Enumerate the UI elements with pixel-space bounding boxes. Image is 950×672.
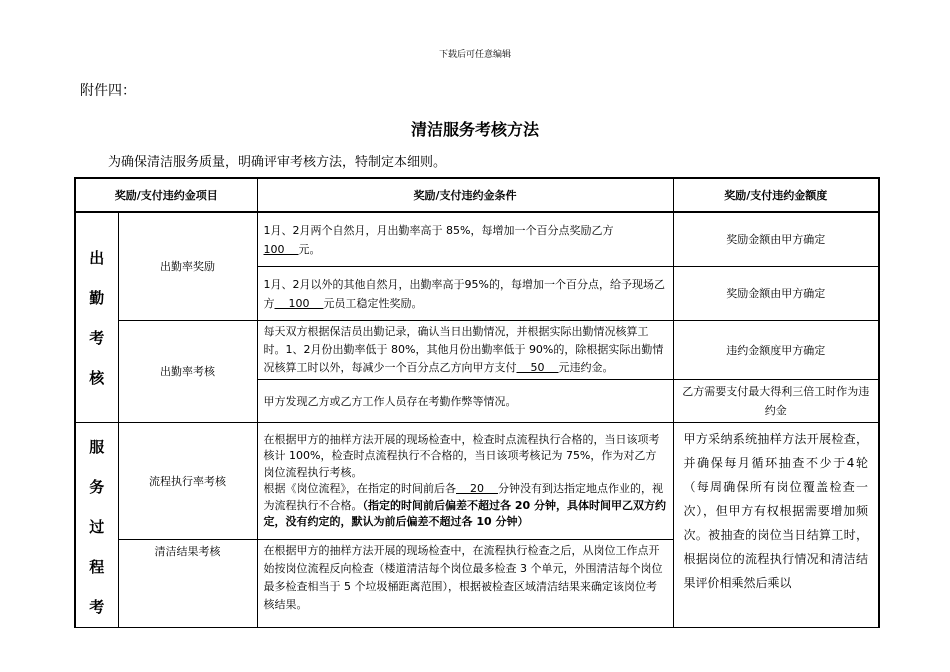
- table-row: [75, 423, 879, 540]
- header-item: 奖励/支付违约金项目: [75, 178, 257, 212]
- amount-cell: 奖励金额由甲方确定: [673, 267, 879, 321]
- category-char: 服: [89, 438, 105, 456]
- condition-cell: 在根据甲方的抽样方法开展的现场检查中，检查时点流程执行合格的，当日该项考核计 100%，检查时点流程执行不合格的，当日该项考核记为 75%，作为对乙方岗位流程执行考核。 根据《岗位流程》，在指定的时间前后各 20 分钟没有到达指定地点作业的，视为流程执行不合格。（指定的时间前后偏差不超过各 20 分钟，具体时间甲乙双方约定，没有约定的，默认为前后偏差不超过各 10 分钟）: [257, 423, 673, 540]
- condition-cell: 在根据甲方的抽样方法开展的现场检查中，在流程执行检查之后，从岗位工作点开始按岗位流程反向检查（楼道清洁每个岗位最多检查 3 个单元，外围清洁每个岗位最多检查相当于 5 个垃圾桶距离范围），根据被检查区域清洁结果来确定该岗位考核结果。: [257, 540, 673, 628]
- condition-cell: 1月、2月两个自然月，月出勤率高于 85%，每增加一个百分点奖励乙方100 元。: [257, 212, 673, 267]
- category-attendance: [75, 212, 118, 423]
- table-header-row: [75, 178, 879, 212]
- header-note: 下载后可任意编辑: [438, 50, 511, 60]
- category-char: 勤: [89, 288, 105, 307]
- condition-cell: 甲方发现乙方或乙方工作人员存在考勤作弊等情况。: [257, 380, 673, 423]
- category-char: 考: [89, 598, 105, 616]
- item-cleaning-result: 清洁结果考核: [118, 540, 257, 628]
- category-char: 出: [89, 248, 105, 267]
- category-char: 核: [89, 368, 105, 387]
- amount-value: 100: [263, 242, 285, 256]
- category-char: 考: [89, 328, 105, 347]
- table-row: [75, 212, 879, 267]
- category-service-process: [75, 423, 118, 628]
- amount-cell: 违约金额度甲方确定: [673, 321, 879, 380]
- intro-paragraph: 为确保清洁服务质量，明确评审考核方法，特制定本细则。: [108, 155, 447, 170]
- item-process-execution: 流程执行率考核: [118, 423, 257, 540]
- header-amount: 奖励/支付违约金额度: [673, 178, 879, 212]
- condition-cell: 每天双方根据保洁员出勤记录，确认当日出勤情况，并根据实际出勤情况核算工时。1、2月份出勤率低于 80%，其他月份出勤率低于 90%的，除根据实际出勤情况核算工时以外，每减少一个百分点乙方向甲方支付 50 元违约金。: [257, 321, 673, 380]
- header-condition: 奖励/支付违约金条件: [257, 178, 673, 212]
- amount-value: 100: [288, 296, 310, 310]
- amount-cell: 乙方需要支付最大得利三倍工时作为违约金: [673, 380, 879, 423]
- amount-cell: 奖励金额由甲方确定: [673, 212, 879, 267]
- attachment-label: 附件四：: [80, 83, 136, 99]
- amount-cell: 甲方采纳系统抽样方法开展检查，并确保每月循环抽查不少于4轮（每周确保所有岗位覆盖检查一次），但甲方有权根据需要增加频次。被抽查的岗位当日结算工时，根据岗位的流程执行情况和清洁结果评价相乘然后乘以: [673, 423, 879, 628]
- minutes-value: 20: [470, 482, 484, 496]
- category-char: 程: [89, 558, 105, 576]
- item-attendance-reward: 出勤率奖励: [118, 212, 257, 321]
- item-attendance-assessment: 出勤率考核: [118, 321, 257, 423]
- assessment-table: [74, 177, 880, 628]
- condition-cell: 1月、2月以外的其他自然月，出勤率高于95%的，每增加一个百分点，给予现场乙方 100 元员工稳定性奖励。: [257, 267, 673, 321]
- category-char: 务: [89, 478, 105, 496]
- document-title: 清洁服务考核方法: [410, 120, 539, 139]
- amount-value: 50: [530, 361, 545, 374]
- category-char: 过: [89, 518, 105, 536]
- table-row: [75, 321, 879, 380]
